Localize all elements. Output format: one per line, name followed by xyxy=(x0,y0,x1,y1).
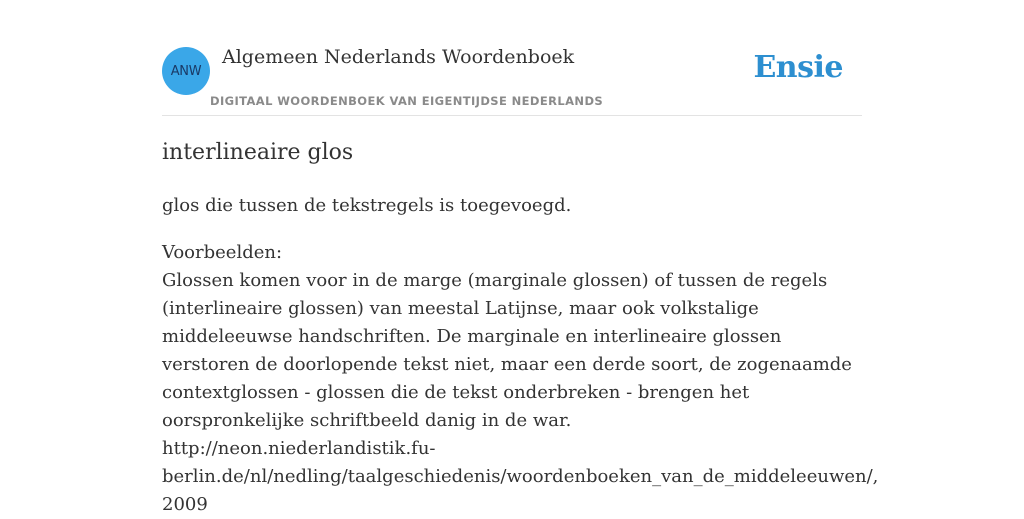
anw-logo-text: ANW xyxy=(170,63,202,79)
example-source-year: 2009 xyxy=(162,494,208,515)
example-source-url-line2: berlin.de/nl/nedling/taalgeschiedenis/woordenboeken_van_de_middeleeuwen/, xyxy=(162,466,879,487)
anw-logo[interactable] xyxy=(162,47,210,95)
entry-examples xyxy=(162,239,879,519)
page xyxy=(162,0,879,515)
site-subtitle: DIGITAAL WOORDENBOEK VAN EIGENTIJDSE NEDERLANDS xyxy=(210,94,604,108)
header xyxy=(162,0,862,116)
ensie-brand-logo[interactable]: Ensie xyxy=(753,50,843,85)
entry-definition: glos die tussen de tekstregels is toegevoegd. xyxy=(162,195,572,216)
site-title[interactable]: Algemeen Nederlands Woordenboek xyxy=(222,46,575,68)
example-text: Glossen komen voor in de marge (marginale glossen) of tussen de regels (interlineaire glossen) van meestal Latijnse, maar ook volkstalige middeleeuwse handschriften. De marginale en interlineaire glossen verstoren de doorlopende tekst niet, maar een derde soort, de zogenaamde contextglossen - glossen die de tekst onderbreken - brengen het oorspronkelijke schriftbeeld danig in de war. xyxy=(162,270,852,431)
entry-headword: interlineaire glos xyxy=(162,140,354,165)
example-source-url-line1: http://neon.niederlandistik.fu- xyxy=(162,438,436,459)
examples-label: Voorbeelden: xyxy=(162,242,283,263)
